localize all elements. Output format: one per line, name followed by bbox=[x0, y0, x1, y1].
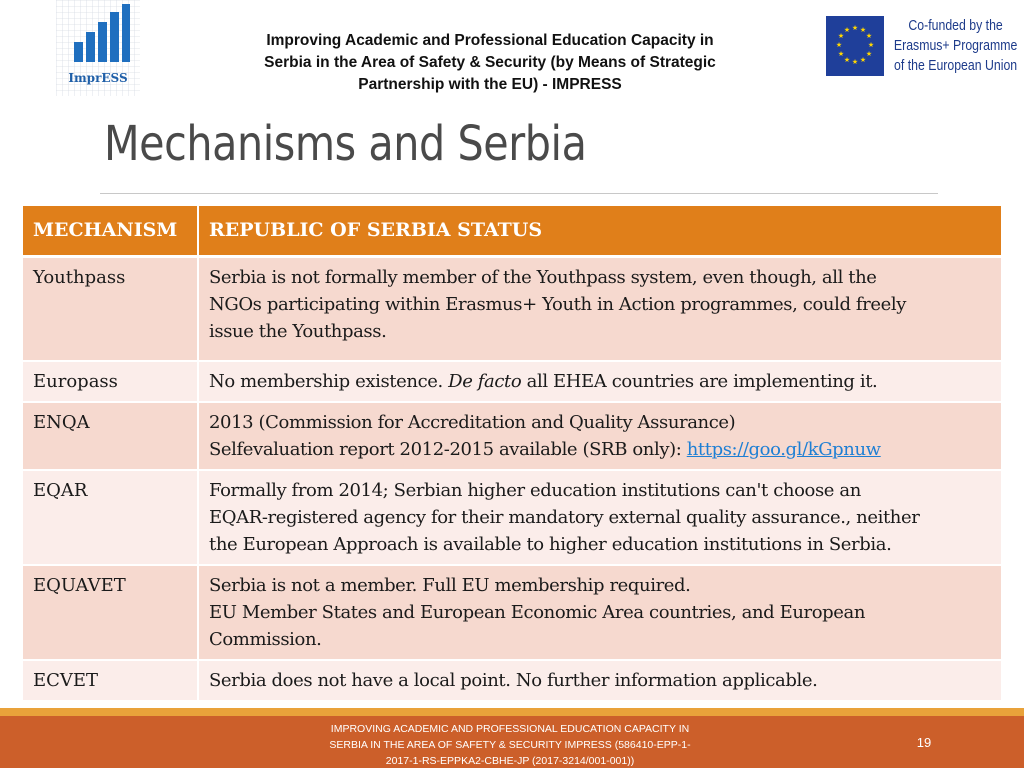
footer-bar bbox=[0, 716, 1024, 768]
table-row bbox=[23, 565, 1001, 660]
svg-text:★: ★ bbox=[843, 26, 851, 34]
svg-text:★: ★ bbox=[851, 58, 859, 66]
status-text: Selfevaluation report 2012-2015 available (SRB only): bbox=[209, 439, 687, 460]
status-line bbox=[209, 436, 991, 463]
footer-accent-strip bbox=[0, 708, 1024, 716]
status-cell bbox=[198, 256, 1001, 361]
footer-line-2: SERBIA IN THE AREA OF SAFETY & SECURITY IMPRESS (586410-EPP-1- bbox=[329, 739, 691, 751]
status-line: Serbia is not formally member of the Youthpass system, even though, all the bbox=[209, 266, 877, 288]
eu-flag-icon bbox=[826, 16, 884, 76]
report-link[interactable]: https://goo.gl/kGpnuw bbox=[686, 439, 881, 460]
status-cell bbox=[198, 361, 1001, 402]
svg-text:★: ★ bbox=[859, 26, 867, 34]
header-line-1: Improving Academic and Professional Education Capacity in bbox=[266, 32, 714, 49]
column-header-status: REPUBLIC OF SERBIA STATUS bbox=[198, 206, 1001, 256]
status-cell bbox=[198, 565, 1001, 660]
svg-text:★: ★ bbox=[837, 50, 845, 58]
table-row bbox=[23, 361, 1001, 402]
project-header bbox=[190, 30, 790, 96]
cofunded-text bbox=[890, 16, 1021, 76]
status-cell bbox=[198, 470, 1001, 565]
mechanism-cell: EQUAVET bbox=[23, 565, 198, 660]
status-line: EU Member States and European Economic Area countries, and European bbox=[209, 602, 866, 623]
table-row bbox=[23, 470, 1001, 565]
table-row bbox=[23, 660, 1001, 701]
svg-text:★: ★ bbox=[865, 50, 873, 58]
status-line: issue the Youthpass. bbox=[209, 320, 387, 342]
status-line: NGOs participating within Erasmus+ Youth in Action programmes, could freely bbox=[209, 293, 906, 315]
svg-text:★: ★ bbox=[865, 32, 873, 40]
svg-text:★: ★ bbox=[843, 56, 851, 64]
header-line-3: Partnership with the EU) - IMPRESS bbox=[358, 76, 622, 93]
footer-line-3: 2017-1-RS-EPPKA2-CBHE-JP (2017-3214/001-001)) bbox=[385, 755, 635, 767]
cofunded-line-2: Erasmus+ Programme bbox=[893, 37, 1018, 54]
mechanism-cell: ECVET bbox=[23, 660, 198, 701]
title-divider bbox=[100, 193, 938, 194]
impress-logo bbox=[56, 0, 140, 96]
cofunded-line-1: Co-funded by the bbox=[908, 17, 1003, 34]
status-line: Serbia is not a member. Full EU membership required. bbox=[209, 575, 691, 596]
svg-text:★: ★ bbox=[835, 41, 843, 49]
status-line: EQAR-registered agency for their mandatory external quality assurance., neither bbox=[209, 507, 920, 528]
mechanisms-table bbox=[23, 206, 1001, 702]
footer-project-text bbox=[320, 721, 700, 768]
table-row bbox=[23, 256, 1001, 361]
status-cell bbox=[198, 660, 1001, 701]
status-line: the European Approach is available to higher education institutions in Serbia. bbox=[209, 534, 892, 555]
logo-text: ImprESS bbox=[68, 71, 128, 85]
mechanism-cell: ENQA bbox=[23, 402, 198, 470]
status-line bbox=[209, 368, 991, 395]
table-header-row bbox=[23, 206, 1001, 256]
slide-title: Mechanisms and Serbia bbox=[104, 116, 587, 172]
status-text: No membership existence. bbox=[209, 371, 449, 392]
status-italic: De facto bbox=[448, 371, 522, 392]
status-cell bbox=[198, 402, 1001, 470]
mechanism-cell: Youthpass bbox=[23, 256, 198, 361]
mechanism-cell: Europass bbox=[23, 361, 198, 402]
status-line: Commission. bbox=[209, 629, 322, 650]
cofunded-line-3: of the European Union bbox=[894, 57, 1018, 74]
footer-line-1: IMPROVING ACADEMIC AND PROFESSIONAL EDUCATION CAPACITY IN bbox=[330, 723, 690, 735]
page-number: 19 bbox=[916, 735, 932, 750]
mechanism-cell: EQAR bbox=[23, 470, 198, 565]
table-row bbox=[23, 402, 1001, 470]
svg-text:★: ★ bbox=[859, 56, 867, 64]
status-line: Formally from 2014; Serbian higher education institutions can't choose an bbox=[209, 480, 861, 501]
svg-text:★: ★ bbox=[867, 41, 875, 49]
status-line: Serbia does not have a local point. No further information applicable. bbox=[209, 670, 818, 691]
svg-text:★: ★ bbox=[851, 24, 859, 32]
status-line: 2013 (Commission for Accreditation and Quality Assurance) bbox=[209, 412, 736, 433]
header-line-2: Serbia in the Area of Safety & Security (by Means of Strategic bbox=[264, 54, 716, 71]
column-header-mechanism: MECHANISM bbox=[23, 206, 198, 256]
status-text: all EHEA countries are implementing it. bbox=[521, 371, 878, 392]
svg-text:★: ★ bbox=[837, 32, 845, 40]
